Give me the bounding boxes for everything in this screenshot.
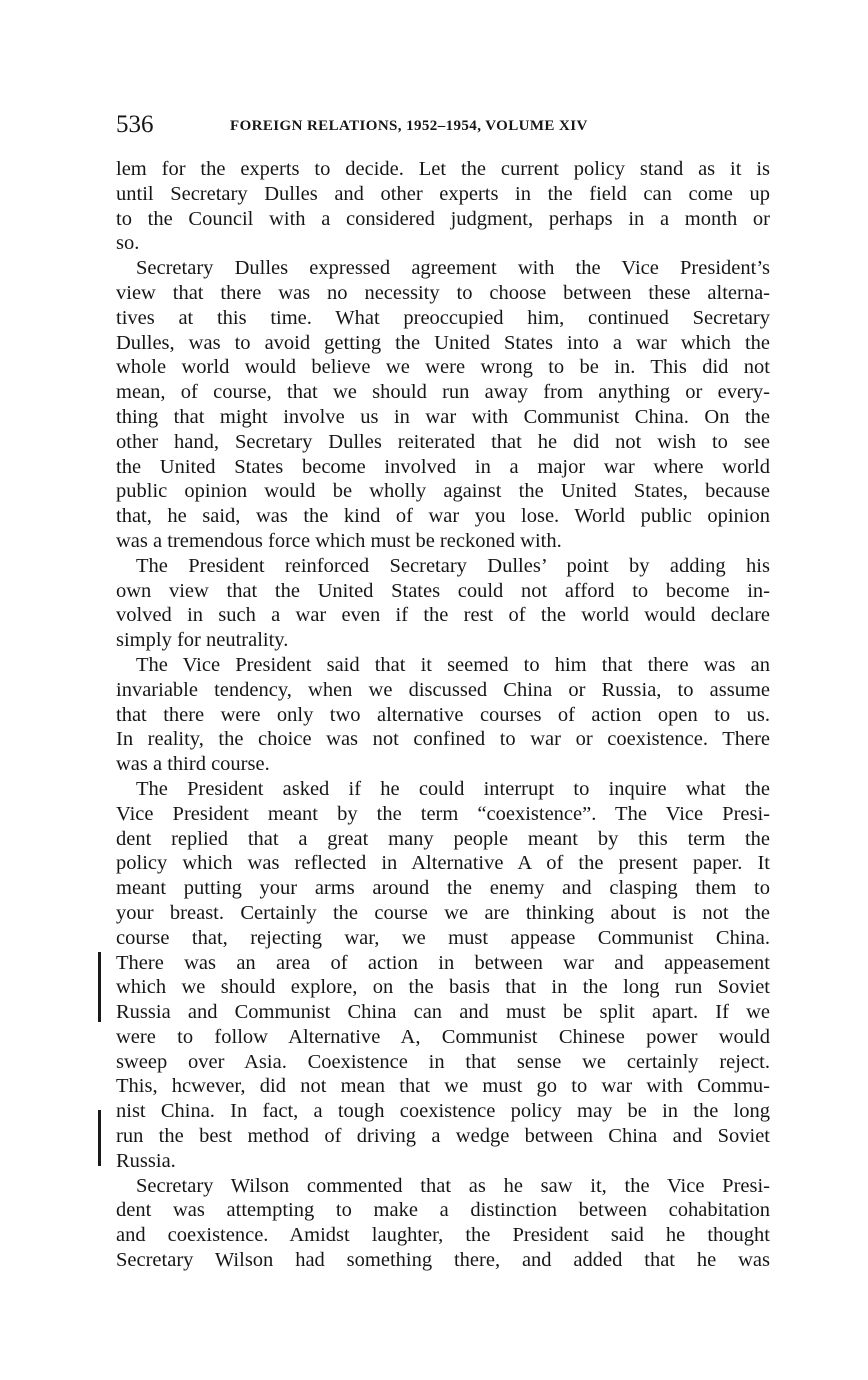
text-line: In reality, the choice was not confined to war or coexistence. There (116, 728, 770, 751)
text-line: Russia and Communist China can and must be split apart. If we (116, 1001, 770, 1024)
text-line: invariable tendency, when we discussed China or Russia, to assume (116, 678, 770, 701)
text-line: were to follow Alternative A, Communist Chinese power would (116, 1025, 770, 1048)
text-line: that, he said, was the kind of war you lose. World public opinion (116, 505, 770, 528)
text-line: thing that might involve us in war with Communist China. On the (116, 405, 770, 428)
text-line: that there were only two alternative courses of action open to us. (116, 703, 770, 726)
text-line: to the Council with a considered judgment, perhaps in a month or (116, 207, 770, 230)
text-line: until Secretary Dulles and other experts in the field can come up (116, 182, 770, 205)
text-line: Vice President meant by the term “coexistence”. The Vice Presi- (116, 802, 770, 825)
text-line: simply for neutrality. (116, 629, 289, 652)
text-line: volved in such a war even if the rest of the world would declare (116, 604, 770, 627)
text-line: was a tremendous force which must be reckoned with. (116, 529, 562, 552)
text-line: view that there was no necessity to choose between these alterna- (116, 281, 770, 304)
text-line: dent was attempting to make a distinction between cohabitation (116, 1199, 770, 1222)
text-line: course that, rejecting war, we must appease Communist China. (116, 926, 770, 949)
text-line: Russia. (116, 1149, 176, 1172)
text-line: dent replied that a great many people meant by this term the (116, 827, 770, 850)
text-line: There was an area of action in between war and appeasement (116, 951, 770, 974)
text-line: and coexistence. Amidst laughter, the President said he thought (116, 1224, 770, 1247)
text-line: sweep over Asia. Coexistence in that sense we certainly reject. (116, 1050, 770, 1073)
page-header (116, 110, 770, 140)
paragraph-start: The President asked if he could interrupt to inquire what the (136, 777, 770, 800)
text-line: meant putting your arms around the enemy and clasping them to (116, 877, 770, 900)
text-line: This, hcwever, did not mean that we must go to war with Commu- (116, 1075, 770, 1098)
text-line: lem for the experts to decide. Let the current policy stand as it is (116, 158, 770, 180)
margin-mark (98, 1110, 101, 1166)
running-title: FOREIGN RELATIONS, 1952–1954, VOLUME XIV (230, 118, 588, 134)
paragraph-start: The Vice President said that it seemed to him that there was an (136, 653, 770, 676)
text-line: run the best method of driving a wedge between China and Soviet (116, 1125, 770, 1148)
body-text (116, 157, 770, 1273)
text-line: tives at this time. What preoccupied him, continued Secretary (116, 306, 770, 329)
paragraph-start: The President reinforced Secretary Dulles’ point by adding his (136, 554, 770, 577)
text-line: whole world would believe we were wrong to be in. This did not (116, 356, 770, 379)
text-line: mean, of course, that we should run away from anything or every- (116, 381, 770, 404)
margin-mark (98, 952, 101, 1022)
paragraph-start: Secretary Dulles expressed agreement with the Vice President’s (136, 257, 770, 280)
text-line: which we should explore, on the basis that in the long run Soviet (116, 976, 770, 999)
text-line: the United States become involved in a major war where world (116, 455, 770, 478)
page-number: 536 (116, 111, 154, 138)
text-line: Secretary Wilson had something there, and added that he was (116, 1249, 770, 1272)
text-line: Dulles, was to avoid getting the United States into a war which the (116, 331, 770, 354)
text-line: so. (116, 232, 140, 255)
text-line: nist China. In fact, a tough coexistence policy may be in the long (116, 1100, 770, 1123)
text-line: public opinion would be wholly against the United States, because (116, 480, 770, 503)
text-line: your breast. Certainly the course we are thinking about is not the (116, 901, 770, 924)
paragraph-start: Secretary Wilson commented that as he saw it, the Vice Presi- (136, 1174, 770, 1197)
text-line: policy which was reflected in Alternative A of the present paper. It (116, 852, 770, 875)
text-line: other hand, Secretary Dulles reiterated that he did not wish to see (116, 430, 770, 453)
text-line: own view that the United States could not afford to become in- (116, 579, 770, 602)
text-line: was a third course. (116, 753, 270, 776)
